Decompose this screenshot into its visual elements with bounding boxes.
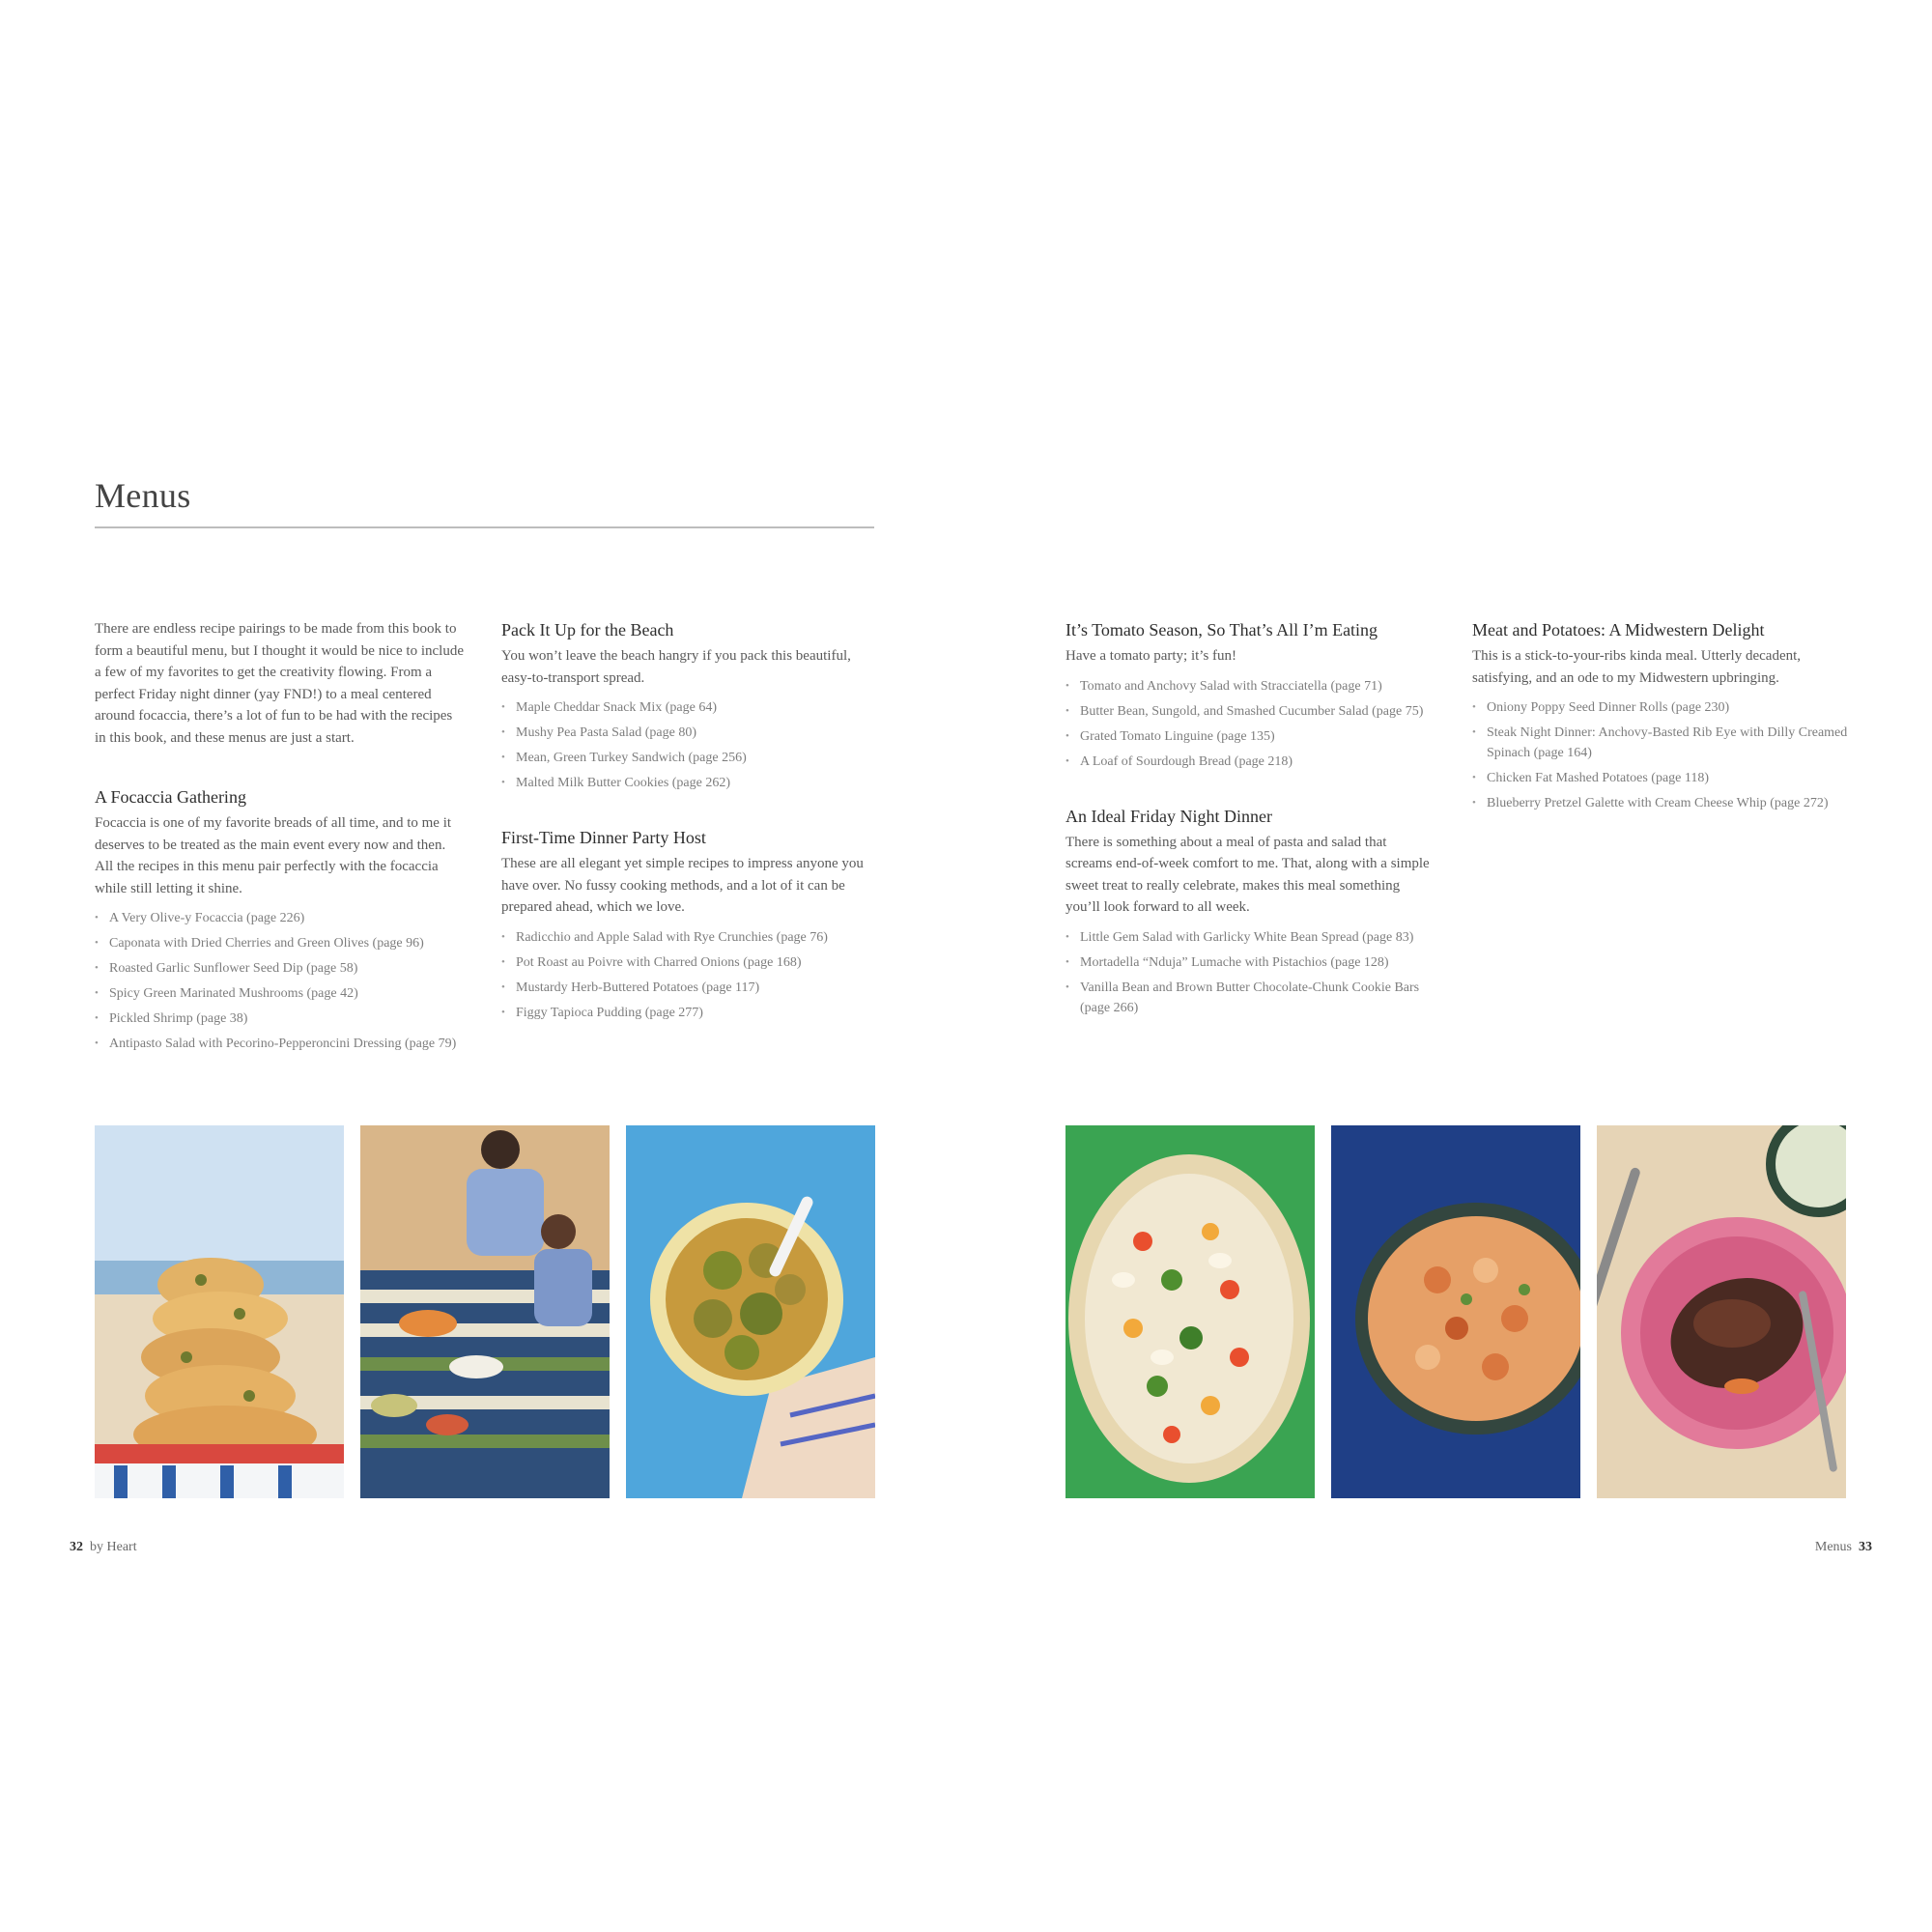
list-item: • Figgy Tapioca Pudding (page 277): [501, 1003, 878, 1023]
list-item: • Antipasto Salad with Pecorino-Pepperoncini Dressing (page 79): [95, 1034, 467, 1054]
menu-title: An Ideal Friday Night Dinner: [1065, 806, 1272, 826]
page-number: 33: [1859, 1540, 1872, 1554]
photo-steak-plate: [1597, 1125, 1846, 1498]
photo-bowl-fried-bites: [626, 1125, 875, 1498]
menu-list: [1472, 697, 1854, 813]
running-head: Menus: [1814, 1540, 1852, 1554]
menu-focaccia-gathering: [95, 785, 467, 1054]
list-item: • Mortadella “Nduja” Lumache with Pistachios (page 128): [1065, 952, 1433, 973]
menu-list: [1065, 927, 1433, 1018]
folio-left: [70, 1540, 137, 1555]
list-item: • A Loaf of Sourdough Bread (page 218): [1065, 752, 1433, 772]
photo-bean-salad: [1065, 1125, 1315, 1498]
list-item: • Mean, Green Turkey Sandwich (page 256): [501, 748, 878, 768]
list-item: • Spicy Green Marinated Mushrooms (page 42): [95, 983, 467, 1004]
menu-friday-night-dinner: [1065, 805, 1433, 1018]
list-item: • Radicchio and Apple Salad with Rye Crunchies (page 76): [501, 927, 878, 948]
list-item: • Little Gem Salad with Garlicky White Bean Spread (page 83): [1065, 927, 1433, 948]
menu-dinner-party-host: [501, 826, 878, 1023]
menu-description: You won’t leave the beach hangry if you pack this beautiful, easy-to-transport spread.: [501, 648, 851, 686]
intro-paragraph: There are endless recipe pairings to be made from this book to form a beautiful menu, but I thought it would be nice to include a few of my favorites to get the creativity flowing. From a perfect Friday night dinner (yay FND!) to a meal centered around focaccia, there’s a lot of fun to be had with the recipes in this book, and these menus are just a start.: [95, 621, 464, 746]
menu-list: [1065, 676, 1433, 772]
menu-tomato-season: [1065, 618, 1433, 772]
list-item: • Mustardy Herb-Buttered Potatoes (page 117): [501, 978, 878, 998]
list-item: • Pot Roast au Poivre with Charred Onions (page 168): [501, 952, 878, 973]
menu-description: This is a stick-to-your-ribs kinda meal. Utterly decadent, satisfying, and an ode to my Midwestern upbringing.: [1472, 648, 1802, 686]
list-item: • Pickled Shrimp (page 38): [95, 1009, 467, 1029]
menu-list: [501, 697, 878, 793]
list-item: • Blueberry Pretzel Galette with Cream Cheese Whip (page 272): [1472, 793, 1854, 813]
list-item: • Maple Cheddar Snack Mix (page 64): [501, 697, 878, 718]
list-item: • Tomato and Anchovy Salad with Stracciatella (page 71): [1065, 676, 1433, 696]
list-item: • A Very Olive-y Focaccia (page 226): [95, 908, 467, 928]
menu-list: [95, 908, 467, 1054]
menu-description: Have a tomato party; it’s fun!: [1065, 648, 1237, 664]
folio-right: [1815, 1540, 1872, 1555]
menu-title: Pack It Up for the Beach: [501, 620, 674, 639]
menu-title: First-Time Dinner Party Host: [501, 828, 706, 847]
list-item: • Oniony Poppy Seed Dinner Rolls (page 230): [1472, 697, 1854, 718]
menu-description: These are all elegant yet simple recipes to impress anyone you have over. No fussy cooking methods, and a lot of it can be prepared ahead, which we love.: [501, 856, 864, 915]
menu-description: There is something about a meal of pasta and salad that screams end-of-week comfort to me. That, along with a simple sweet treat to really celebrate, makes this meal something you’ll look forward to all week.: [1065, 834, 1430, 915]
menu-title: Meat and Potatoes: A Midwestern Delight: [1472, 620, 1765, 639]
column-4: [1472, 618, 1854, 846]
menu-title: It’s Tomato Season, So That’s All I’m Eating: [1065, 620, 1378, 639]
menu-list: [501, 927, 878, 1023]
list-item: • Steak Night Dinner: Anchovy-Basted Rib Eye with Dilly Creamed Spinach (page 164): [1472, 723, 1854, 763]
running-head: by Heart: [90, 1540, 137, 1554]
title-rule: [95, 526, 874, 528]
list-item: • Vanilla Bean and Brown Butter Chocolate-Chunk Cookie Bars (page 266): [1065, 978, 1433, 1018]
list-item: • Mushy Pea Pasta Salad (page 80): [501, 723, 878, 743]
column-1: [95, 618, 467, 1087]
menu-beach: [501, 618, 878, 793]
list-item: • Roasted Garlic Sunflower Seed Dip (page 58): [95, 958, 467, 979]
list-item: • Grated Tomato Linguine (page 135): [1065, 726, 1433, 747]
page-title: Menus: [95, 476, 191, 515]
photo-beach-picnic: [360, 1125, 610, 1498]
photo-focaccia-stack: [95, 1125, 344, 1498]
menu-description: Focaccia is one of my favorite breads of all time, and to me it deserves to be treated as the main event every now and then. All the recipes in this menu pair perfectly with the focaccia while still letting it shine.: [95, 815, 452, 896]
menu-title: A Focaccia Gathering: [95, 787, 246, 807]
photo-pasta-dish: [1331, 1125, 1580, 1498]
list-item: • Butter Bean, Sungold, and Smashed Cucumber Salad (page 75): [1065, 701, 1433, 722]
menu-meat-and-potatoes: [1472, 618, 1854, 813]
column-3: [1065, 618, 1433, 1051]
list-item: • Malted Milk Butter Cookies (page 262): [501, 773, 878, 793]
column-2: [501, 618, 878, 1056]
list-item: • Caponata with Dried Cherries and Green Olives (page 96): [95, 933, 467, 953]
list-item: • Chicken Fat Mashed Potatoes (page 118): [1472, 768, 1854, 788]
page-number: 32: [70, 1540, 83, 1554]
